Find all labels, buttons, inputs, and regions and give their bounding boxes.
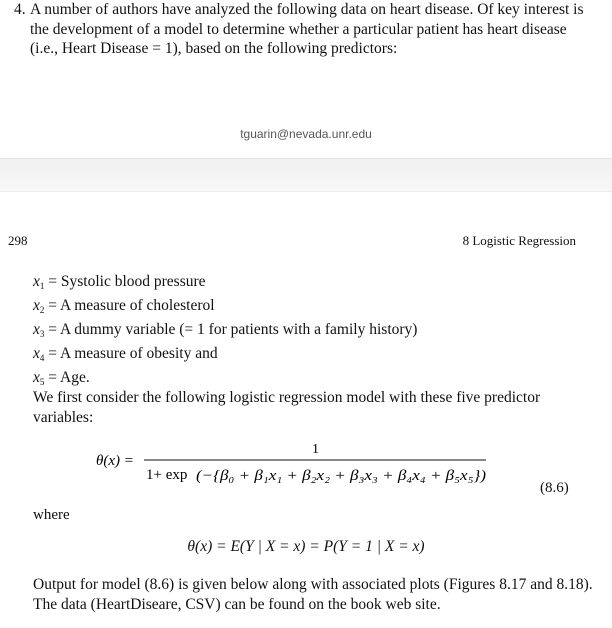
variable-item: $x_3 = A$ dummy variable (= 1 for patients with a family history) <box>33 321 418 339</box>
closing-paragraph: Output for model (8.6) is given below along with associated plots (Figures 8.17 and 8.18). The data (HeartDiseare, CSV) can be found on the book web site. <box>33 576 593 613</box>
equation-label: (8.6) <box>540 480 569 496</box>
running-head: 8 Logistic Regression <box>462 233 576 248</box>
intro-paragraph: We first consider the following logistic regression model with these five predictor variables: <box>33 389 541 426</box>
variable-item: $x_4 = A$ measure of obesity and <box>33 345 218 363</box>
page-number: 298 <box>8 233 28 248</box>
equation-denominator-expr: (−{β₀ + β₁x₁ + β₂x₂ + β₃x₃ + β₄x₄ + β₅x₅}) <box>196 468 486 484</box>
where-label: where <box>33 507 70 523</box>
equation-definition: θ(x) = E(Y | X = x) = P(Y = 1 | X = x) <box>187 538 425 555</box>
author-email: tguarin@nevada.unr.edu <box>240 127 372 141</box>
equation-denominator-start: 1+ exp <box>146 467 188 483</box>
question-number: 4. <box>14 1 26 18</box>
equation-lhs: θ(x) = <box>96 453 134 469</box>
variable-item: $x_1$ = Systolic blood pressure <box>33 273 206 291</box>
variable-list <box>33 272 417 392</box>
variable-item: $x_2 = A$ measure of cholesterol <box>33 297 215 315</box>
question-block <box>14 0 594 59</box>
question-text: A number of authors have analyzed the following data on heart disease. Of key interest is the development of a model to determine whether a particular patient has heart disease (i.e., Heart Disease = 1), based on the following predictors: <box>30 1 584 57</box>
equation-numerator: 1 <box>312 442 319 457</box>
variable-item: $x_5$ = Age. <box>33 369 90 387</box>
equation-main <box>88 440 528 490</box>
page-divider <box>0 158 612 192</box>
